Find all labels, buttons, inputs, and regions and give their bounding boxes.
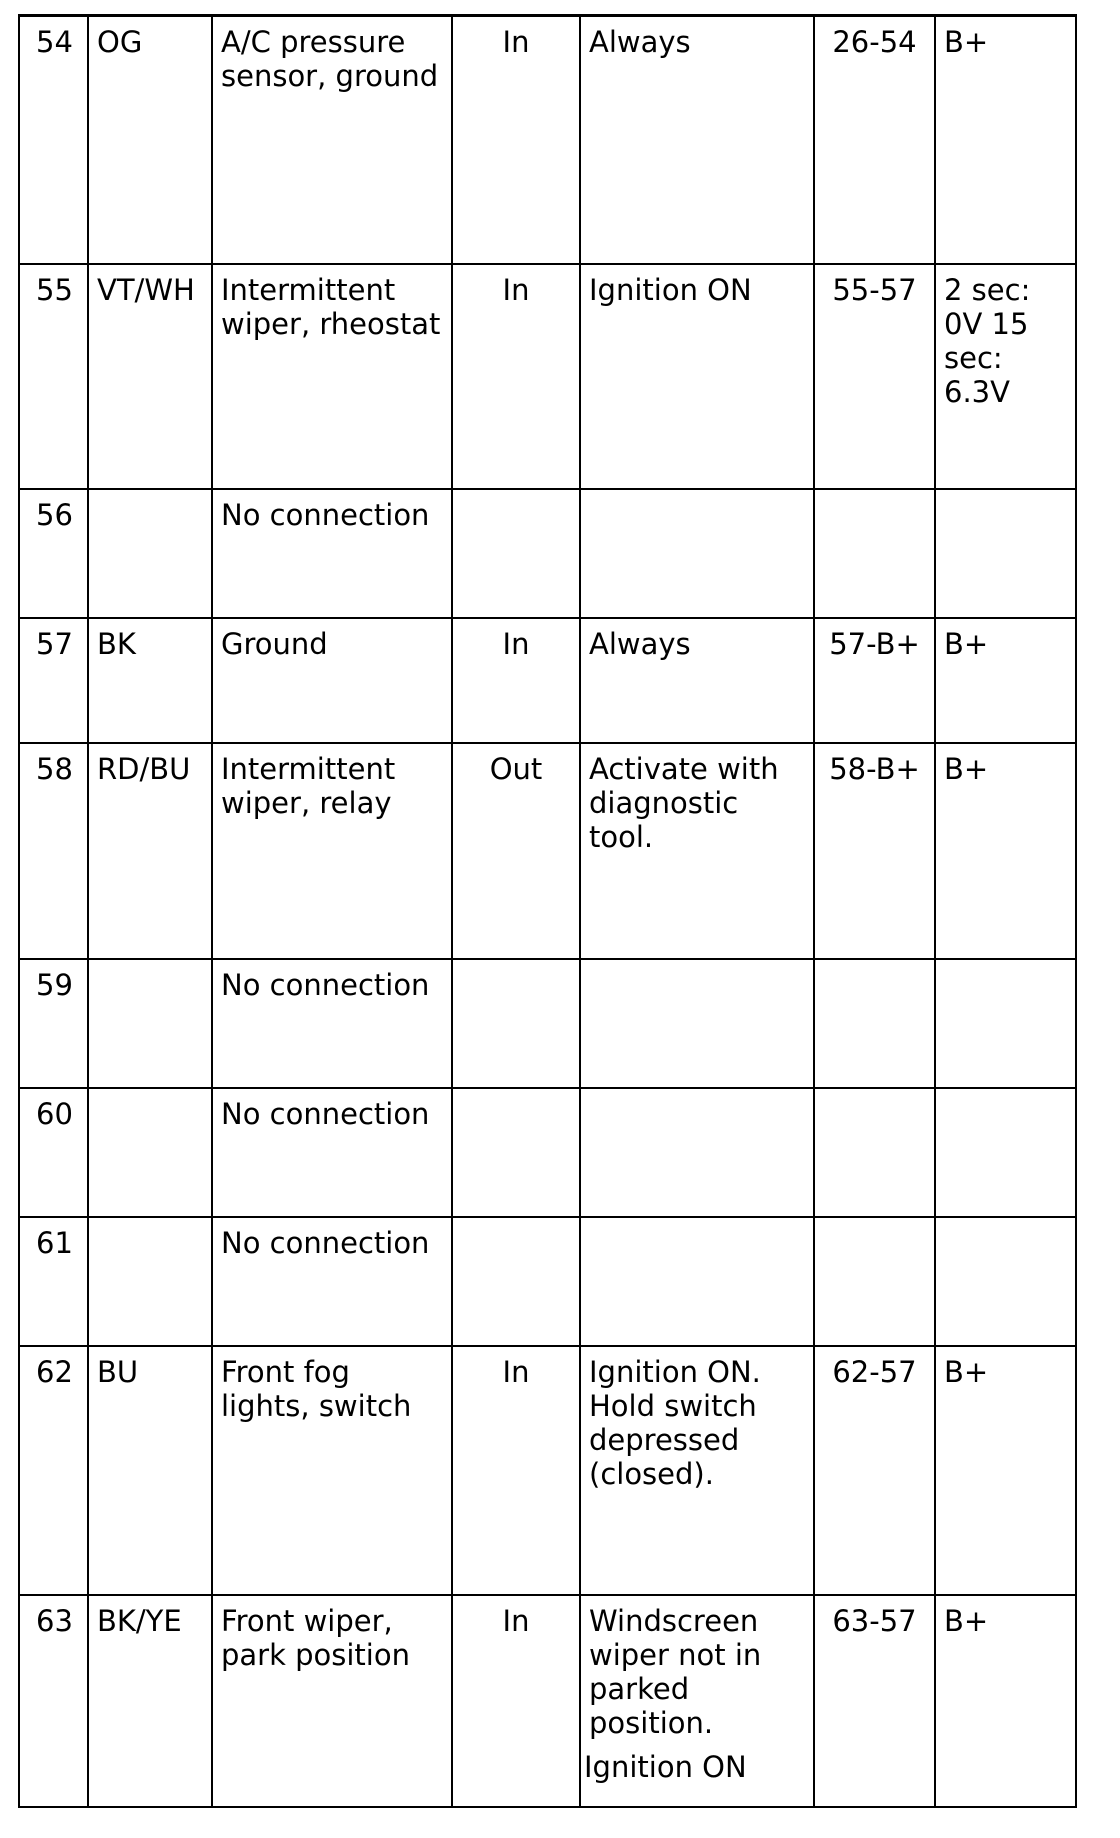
signal-direction-cell xyxy=(452,1595,580,1807)
pin-number-cell xyxy=(19,743,88,959)
wire-color: BU xyxy=(97,1354,139,1389)
signal-direction-cell xyxy=(452,1088,580,1217)
test-condition: Ignition ON. Hold switch depressed (closed). xyxy=(589,1354,761,1491)
nominal-value-cell xyxy=(935,1346,1076,1595)
measure-between: 55-57 xyxy=(832,272,917,307)
pin-number: 61 xyxy=(36,1225,73,1260)
pin-number: 57 xyxy=(36,626,73,661)
pin-description: No connection xyxy=(221,1225,430,1260)
pin-description-cell xyxy=(212,959,452,1088)
pin-description: Intermittent wiper, relay xyxy=(221,751,396,820)
wire-color: BK xyxy=(97,626,136,661)
pin-description: Intermittent wiper, rheostat xyxy=(221,272,441,341)
test-condition-note: Ignition ON xyxy=(584,1749,747,1784)
measure-between: 62-57 xyxy=(832,1354,917,1389)
nominal-value: B+ xyxy=(944,1354,989,1389)
measure-between-cell xyxy=(814,264,935,489)
signal-direction-cell xyxy=(452,1217,580,1346)
pin-number: 54 xyxy=(36,25,73,59)
measure-between-cell xyxy=(814,1088,935,1217)
test-condition-cell xyxy=(580,1595,814,1807)
pin-number-cell xyxy=(19,1088,88,1217)
test-condition-cell xyxy=(580,743,814,959)
signal-direction: In xyxy=(502,1354,530,1389)
pin-description: A/C pressure sensor, ground xyxy=(221,25,439,93)
wire-color-cell xyxy=(88,264,212,489)
nominal-value-cell xyxy=(935,489,1076,618)
signal-direction-cell xyxy=(452,743,580,959)
measure-between-cell xyxy=(814,959,935,1088)
test-condition-cell xyxy=(580,959,814,1088)
table-row xyxy=(19,1217,1076,1346)
table-row xyxy=(19,618,1076,743)
measure-between: 63-57 xyxy=(832,1603,917,1638)
nominal-value: B+ xyxy=(944,25,989,59)
test-condition-cell xyxy=(580,1217,814,1346)
signal-direction-cell xyxy=(452,1346,580,1595)
pin-number-cell xyxy=(19,1346,88,1595)
pin-table xyxy=(18,14,1077,1808)
signal-direction: In xyxy=(502,1603,530,1638)
table-row xyxy=(19,743,1076,959)
measure-between: 26-54 xyxy=(832,25,917,59)
pin-description: No connection xyxy=(221,967,430,1002)
nominal-value-cell xyxy=(935,16,1076,264)
nominal-value: B+ xyxy=(944,1603,989,1638)
wire-color: OG xyxy=(97,25,143,59)
wire-color: BK/YE xyxy=(97,1603,182,1638)
pin-description: Front fog lights, switch xyxy=(221,1354,412,1423)
test-condition: Always xyxy=(589,25,691,59)
pin-number-cell xyxy=(19,16,88,264)
pin-description-cell xyxy=(212,1595,452,1807)
nominal-value-cell xyxy=(935,264,1076,489)
nominal-value-cell xyxy=(935,743,1076,959)
pin-number: 58 xyxy=(36,751,73,786)
table-row xyxy=(19,1088,1076,1217)
wire-color-cell xyxy=(88,618,212,743)
signal-direction: In xyxy=(502,626,530,661)
pin-description: Front wiper, park position xyxy=(221,1603,410,1672)
test-condition-cell xyxy=(580,489,814,618)
nominal-value-cell xyxy=(935,1088,1076,1217)
nominal-value-cell xyxy=(935,618,1076,743)
wire-color-cell xyxy=(88,1088,212,1217)
pin-description-cell xyxy=(212,16,452,264)
pin-description-cell xyxy=(212,1346,452,1595)
table-row xyxy=(19,16,1076,264)
measure-between-cell xyxy=(814,1595,935,1807)
pin-number-cell xyxy=(19,489,88,618)
wire-color: RD/BU xyxy=(97,751,191,786)
pin-number: 59 xyxy=(36,967,73,1002)
nominal-value: 2 sec: 0V 15 sec: 6.3V xyxy=(944,272,1031,409)
pin-description-cell xyxy=(212,1217,452,1346)
wire-color: VT/WH xyxy=(97,272,195,307)
pin-description: Ground xyxy=(221,626,328,661)
wire-color-cell xyxy=(88,743,212,959)
pin-number-cell xyxy=(19,1595,88,1807)
test-condition-cell xyxy=(580,1088,814,1217)
wire-color-cell xyxy=(88,959,212,1088)
pin-description: No connection xyxy=(221,497,430,532)
signal-direction-cell xyxy=(452,264,580,489)
test-condition-cell xyxy=(580,618,814,743)
wire-color-cell xyxy=(88,16,212,264)
pin-number: 55 xyxy=(36,272,73,307)
wire-color-cell xyxy=(88,489,212,618)
measure-between-cell xyxy=(814,743,935,959)
measure-between: 57-B+ xyxy=(829,626,920,661)
test-condition: Ignition ON xyxy=(589,272,752,307)
signal-direction-cell xyxy=(452,489,580,618)
signal-direction: In xyxy=(502,272,530,307)
measure-between-cell xyxy=(814,1346,935,1595)
pin-description-cell xyxy=(212,743,452,959)
test-condition-cell xyxy=(580,264,814,489)
pin-number-cell xyxy=(19,264,88,489)
table-row xyxy=(19,489,1076,618)
pin-number: 60 xyxy=(36,1096,73,1131)
table-row xyxy=(19,1595,1076,1807)
nominal-value: B+ xyxy=(944,626,989,661)
test-condition: Always xyxy=(589,626,691,661)
pin-description-cell xyxy=(212,1088,452,1217)
table-row xyxy=(19,1346,1076,1595)
measure-between-cell xyxy=(814,618,935,743)
test-condition: Activate with diagnostic tool. xyxy=(589,751,779,854)
signal-direction: Out xyxy=(489,751,543,786)
signal-direction: In xyxy=(502,25,530,59)
measure-between-cell xyxy=(814,1217,935,1346)
nominal-value-cell xyxy=(935,1595,1076,1807)
pin-number: 63 xyxy=(36,1603,73,1638)
table-body xyxy=(19,16,1076,1807)
wire-color-cell xyxy=(88,1346,212,1595)
pin-description-cell xyxy=(212,618,452,743)
pin-description-cell xyxy=(212,264,452,489)
measure-between: 58-B+ xyxy=(829,751,920,786)
nominal-value-cell xyxy=(935,1217,1076,1346)
pin-number-cell xyxy=(19,1217,88,1346)
nominal-value-cell xyxy=(935,959,1076,1088)
pin-number: 56 xyxy=(36,497,73,532)
signal-direction-cell xyxy=(452,959,580,1088)
table-row xyxy=(19,264,1076,489)
test-condition-cell xyxy=(580,16,814,264)
wire-color-cell xyxy=(88,1217,212,1346)
measure-between-cell xyxy=(814,489,935,618)
signal-direction-cell xyxy=(452,16,580,264)
wire-color-cell xyxy=(88,1595,212,1807)
measure-between-cell xyxy=(814,16,935,264)
signal-direction-cell xyxy=(452,618,580,743)
pin-number: 62 xyxy=(36,1354,73,1389)
test-condition-cell xyxy=(580,1346,814,1595)
test-condition: Windscreen wiper not in parked position. xyxy=(589,1603,762,1740)
pin-number-cell xyxy=(19,959,88,1088)
pin-description-cell xyxy=(212,489,452,618)
pin-description: No connection xyxy=(221,1096,430,1131)
pin-number-cell xyxy=(19,618,88,743)
table-row xyxy=(19,959,1076,1088)
nominal-value: B+ xyxy=(944,751,989,786)
